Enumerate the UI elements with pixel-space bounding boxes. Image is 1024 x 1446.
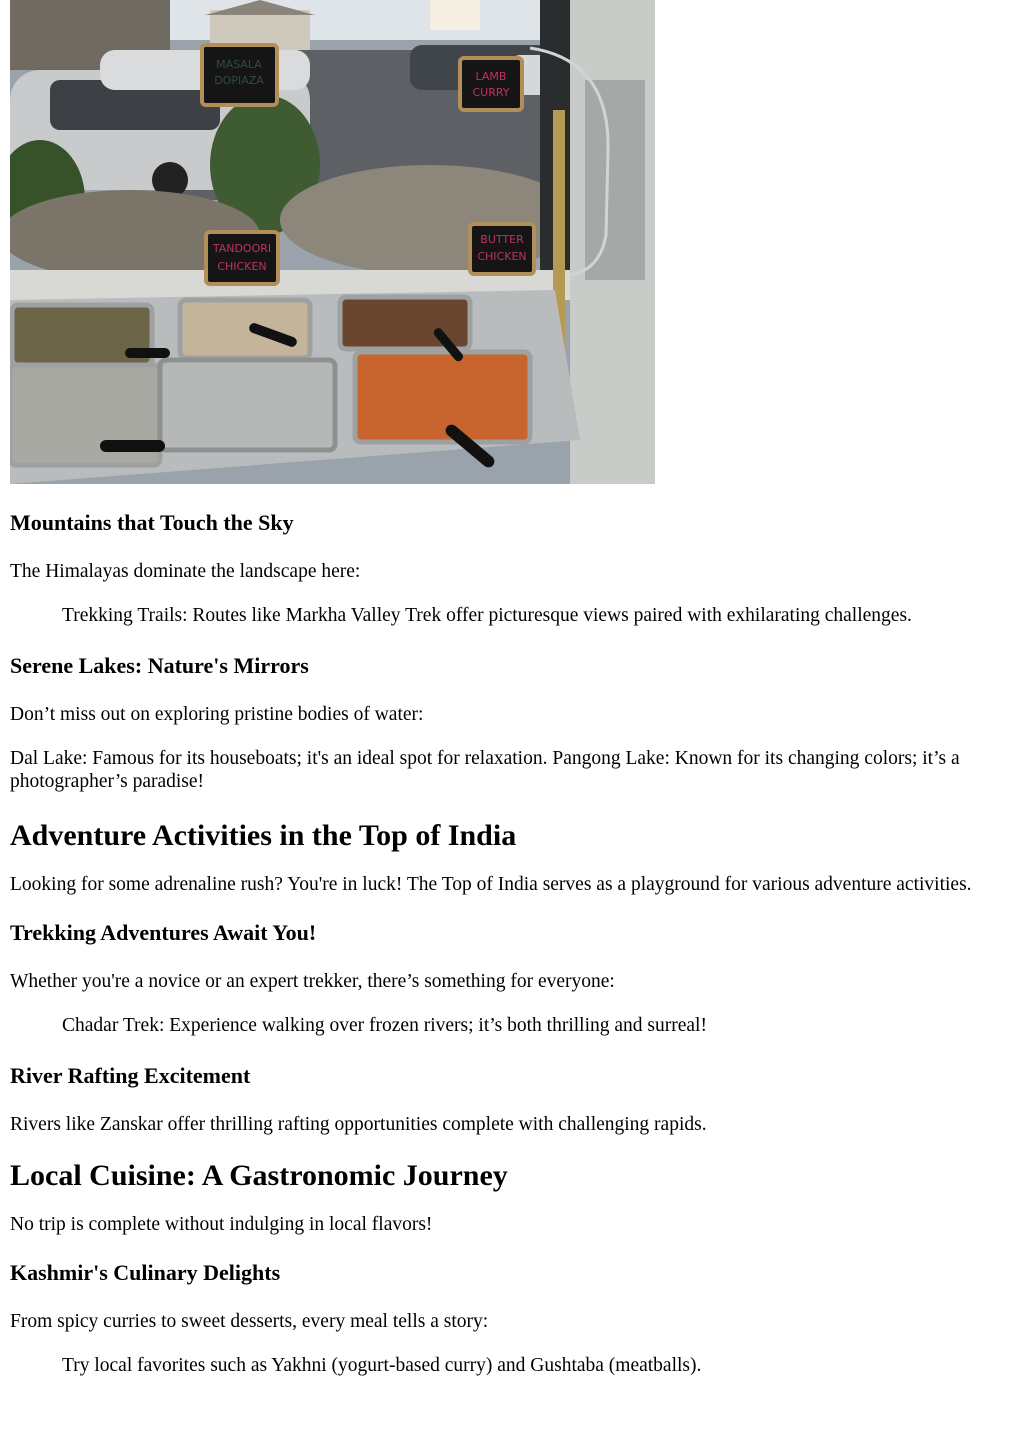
section-heading-lakes: Serene Lakes: Nature's Mirrors [10, 653, 309, 678]
quote-trekking-trails: Trekking Trails: Routes like Markha Valley Trek offer picturesque views paired with exhilarating challenges. [62, 605, 912, 626]
section-heading-kashmir: Kashmir's Culinary Delights [10, 1260, 281, 1285]
paragraph-lakes-list: Dal Lake: Famous for its houseboats; it's an ideal spot for relaxation. Pangong Lake: Known for its changing colors; it’s a photographer’s paradise! [10, 748, 960, 792]
buffet-photo [10, 0, 655, 484]
paragraph-kashmir-intro: From spicy curries to sweet desserts, every meal tells a story: [10, 1311, 489, 1332]
sign-butter: BUTTER [480, 233, 524, 246]
quote-chadar-trek: Chadar Trek: Experience walking over frozen rivers; it’s both thrilling and surreal! [62, 1015, 707, 1036]
paragraph-lakes-intro: Don’t miss out on exploring pristine bodies of water: [10, 704, 424, 725]
quote-local-favorites: Try local favorites such as Yakhni (yogurt-based curry) and Gushtaba (meatballs). [62, 1355, 702, 1376]
sign-lamb: LAMB [475, 70, 507, 83]
sign-butter-2: CHICKEN [477, 250, 527, 263]
section-heading-cuisine: Local Cuisine: A Gastronomic Journey [10, 1159, 508, 1192]
sign-masala-2: DOPIAZA [214, 74, 264, 87]
sign-tandoori: TANDOORI [212, 242, 272, 255]
paragraph-rafting: Rivers like Zanskar offer thrilling rafting opportunities complete with challenging rapids. [10, 1114, 707, 1135]
sign-tandoori-2: CHICKEN [217, 260, 267, 273]
section-heading-trekking: Trekking Adventures Await You! [10, 920, 317, 945]
sign-masala: MASALA [216, 58, 262, 71]
paragraph-trekking-intro: Whether you're a novice or an expert trekker, there’s something for everyone: [10, 971, 615, 992]
sign-lamb-2: CURRY [472, 86, 510, 99]
paragraph-himalayas: The Himalayas dominate the landscape here: [10, 561, 361, 582]
paragraph-cuisine-intro: No trip is complete without indulging in local flavors! [10, 1214, 433, 1235]
section-heading-adventure: Adventure Activities in the Top of India [10, 819, 517, 852]
paragraph-adventure-intro: Looking for some adrenaline rush? You're in luck! The Top of India serves as a playground for various adventure activities. [10, 874, 972, 895]
section-heading-mountains: Mountains that Touch the Sky [10, 510, 294, 535]
section-heading-rafting: River Rafting Excitement [10, 1063, 251, 1088]
